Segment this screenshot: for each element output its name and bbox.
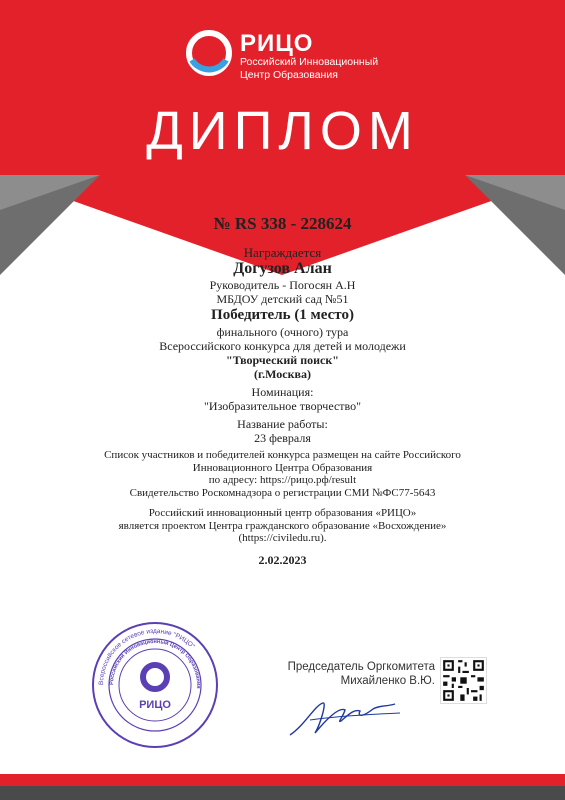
issue-date: 2.02.2023: [258, 552, 307, 567]
chairman-name: Михайленко В.Ю.: [340, 675, 435, 687]
diploma-body: [0, 214, 565, 568]
rico-logo: [186, 30, 386, 80]
project-line: Российский инновационный центр образования «РИЦО»: [148, 507, 417, 519]
info-line: Свидетельство Роскомнадзора о регистрации СМИ №ФС77-5643: [129, 486, 436, 499]
project-line: (https://civiledu.ru).: [238, 532, 327, 544]
footer-stripes: [0, 774, 565, 800]
diploma-title: ДИПЛОМ: [146, 101, 419, 161]
nomination: "Изобразительное творчество": [204, 399, 361, 413]
round: финального (очного) тура: [216, 325, 349, 339]
stamp-logo-icon: [143, 665, 167, 689]
work-label: Название работы:: [237, 417, 328, 431]
institution: МБДОУ детский сад №51: [216, 292, 349, 306]
official-stamp: [90, 620, 220, 750]
awarded-label: Награждается: [243, 245, 322, 260]
stamp-ring-inner-text: Российский Инновационный Центр Образования: [108, 638, 202, 689]
work-title: 23 февраля: [254, 431, 311, 445]
recipient-name: Догузов Алан: [233, 260, 332, 277]
chairman-title: Председатель Оргкомитета: [287, 661, 435, 673]
logo-subtitle-1: Российский Инновационный: [240, 56, 379, 68]
logo-subtitle-2: Центр Образования: [240, 69, 338, 81]
supervisor: Руководитель - Погосян А.Н: [209, 278, 356, 292]
city: (г.Москва): [254, 367, 311, 381]
nomination-label: Номинация:: [251, 385, 314, 399]
info-line: по адресу: https://рицо.рф/result: [208, 474, 357, 486]
diploma-number: № RS 338 - 228624: [213, 214, 352, 233]
logo-brand: РИЦО: [240, 30, 314, 57]
stamp-center-text: РИЦО: [139, 699, 171, 711]
project-line: является проектом Центра гражданского образование «Восхождение»: [118, 519, 447, 532]
contest: Всероссийского конкурса для детей и молодежи: [159, 339, 406, 353]
info-line: Инновационного Центра Образования: [192, 461, 373, 474]
place: Победитель (1 место): [211, 307, 354, 323]
contest-name: "Творческий поиск": [226, 353, 339, 367]
rico-logo-icon: [186, 30, 232, 76]
qr-code-icon: [440, 657, 487, 704]
stamp-ring-text: Всероссийское сетевое издание "РИЦО": [97, 627, 196, 686]
chairman-block: [255, 660, 435, 688]
info-line: Список участников и победителей конкурса размещен на сайте Российского: [104, 449, 461, 461]
signature-image: [285, 695, 405, 740]
